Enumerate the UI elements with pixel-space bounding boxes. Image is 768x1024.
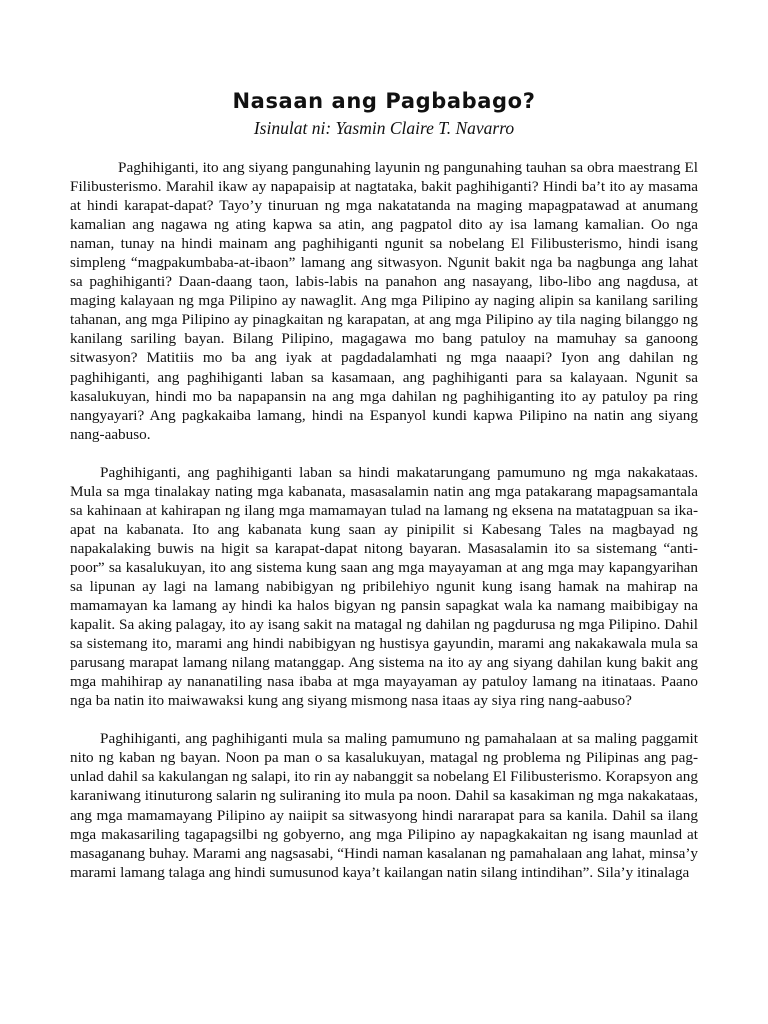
paragraph-1: Paghihiganti, ito ang siyang pangunahing layunin ng pangunahing tauhan sa obra maestrang El Filibusterismo. Marahil ikaw ay napapaisip at nagtataka, bakit paghihiganti? Hindi ba’t ito ay masama at hindi karapat-dapat? Tayo’y tinuruan ng mga nakatatanda na maging mapagpatawad at anumang kamalian ang nagawa ng ating kapwa sa atin, ang pagpatol dito ay isa lamang kamalian. Oo nga naman, tunay na hindi mainam ang paghihiganti ngunit sa nobelang El Filibusterismo, hindi isang simpleng “magpakumbaba-at-ibaon” lamang ang sitwasyon. Ngunit bakit nga ba nagbunga ang lahat sa paghihiganti? Daan-daang taon, labis-labis na panahon ang nasayang, libo-libo ang nagdusa, at maging kalayaan ng mga Pilipino ay nawaglit. Ang mga Pilipino ay naging alipin sa kanilang sariling tahanan, ang mga Pilipino ay pinagkaitan ng karapatan, at ang mga Pilipino ay tila naging bilanggo ng kanilang sariling bayan. Bilang Pilipino, magagawa mo bang patuloy na mamuhay sa ganoong sitwasyon? Matitiis mo ba ang iyak at pagdadalamhati ng mga naaapi? Iyon ang dahilan ng paghihiganti, ang paghihiganti laban sa kasamaan, ang paghihiganti para sa kalayaan. Ngunit sa kasalukuyan, hindi mo ba napapansin na ang mga dahilan ng paghihiganting ito ay patuloy pa ring nangyayari? Ang pagkakaiba lamang, hindi na Espanyol kundi kapwa Pilipino na natin ang siyang nang-aabuso. bbox=[70, 159, 698, 443]
essay-body bbox=[70, 158, 698, 882]
document-page bbox=[70, 86, 698, 901]
paragraph-3: Paghihiganti, ang paghihiganti mula sa maling pamumuno ng pamahalaan at sa maling paggamit nito ng kaban ng bayan. Noon pa man o sa kasalukuyan, matagal ng problema ng Pilipinas ang pag-unlad dahil sa kakulangan ng salapi, ito rin ay nabanggit sa nobelang El Filibusterismo. Korapsyon ang karaniwang itinuturong salarin ng suliraning ito mula pa noon. Dahil sa kasakiman ng mga nakakataas, ang mga mamamayang Pilipino ay naiipit sa sitwasyong hindi nararapat para sa kanila. Dahil sa ilang mga makasariling tagapagsilbi ng gobyerno, ang mga Pilipino ay napagkakaitan ng isang maunlad at masaganang buhay. Marami ang nagsasabi, “Hindi naman kasalanan ng pamahalaan ang lahat, minsa’y marami lamang talaga ang hindi sumusunod kaya’t kailangan natin silang intindihan”. Sila’y itinalaga bbox=[70, 730, 698, 881]
paragraph-2: Paghihiganti, ang paghihiganti laban sa hindi makatarungang pamumuno ng mga nakakataas. Mula sa mga tinalakay nating mga kabanata, masasalamin natin ang mga patakarang mapagsamantala sa kahinaan at kahirapan ng ilang mga mamamayan tulad na lamang ng eksena na matatagpuan sa ika-apat na kabanata. Ito ang kabanata kung saan ay pinipilit si Kabesang Tales na magbayad ng napakalaking buwis na higit sa karapat-dapat nitong bayaran. Masasalamin ito sa sistemang “anti-poor” sa kasalukuyan, ito ang sistema kung saan ang mga mayayaman at ang mga may kapangyarihan sa lipunan ay lagi na lamang nabibigyan ng pribilehiyo ngunit kung isang hamak na mahirap na mamamayan ka lamang ay hindi ka halos bigyan ng pansin sapagkat wala ka namang maibibigay na kapalit. Sa aking palagay, ito ay isang sakit na matagal ng dahilan ng pagdurusa ng mga Pilipino. Dahil sa sistemang ito, marami ang hindi nabibigyan ng hustisya gayundin, marami ang nakakawala mula sa parusang marapat lamang nilang matanggap. Ang sistema na ito ay ang siyang dahilan kung bakit ang mga mahihirap ay nananatiling nasa ibaba at mga mayayaman ay patuloy lamang na itinataas. Paano nga ba natin ito maiwawaksi kung ang siyang mismong nasa itaas ay siya ring nang-aabuso? bbox=[70, 463, 698, 710]
author-byline: Isinulat ni: Yasmin Claire T. Navarro bbox=[253, 118, 515, 138]
document-title: Nasaan ang Pagbabago? bbox=[232, 89, 536, 113]
